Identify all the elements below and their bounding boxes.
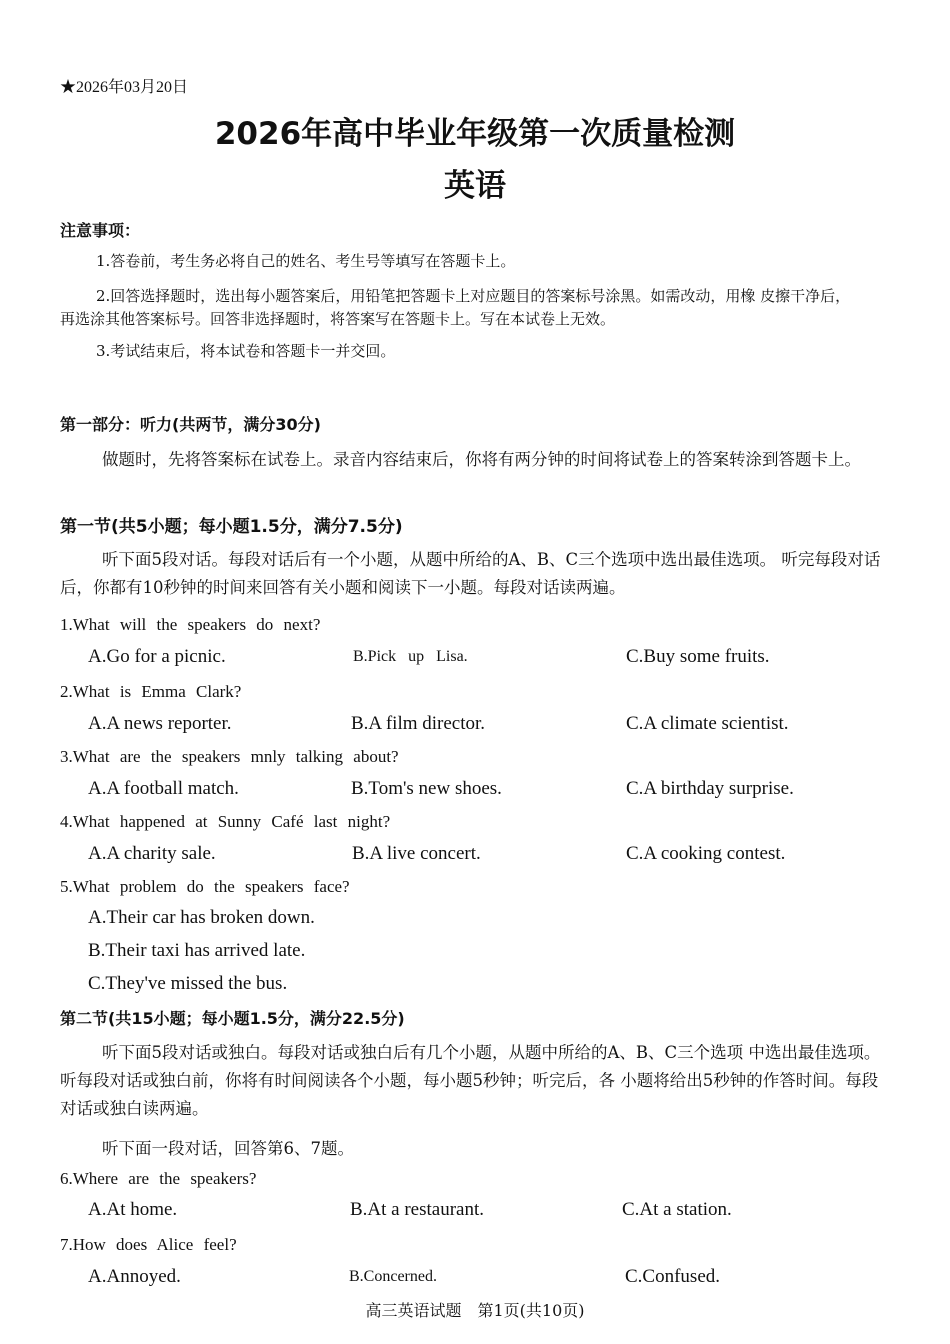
q6-option-a: A.At home. xyxy=(88,1199,178,1220)
note-item-2: 2.回答选择题时，选出每小题答案后，用铅笔把答题卡上对应题目的答案标号涂黑。如需改动，用橡 皮擦干净后，再选涂其他答案标号。回答非选择题时，将答案写在答题卡上。写在本试卷上无效。 xyxy=(60,287,851,328)
question-6: 6.Where are the speakers? xyxy=(60,1169,257,1188)
q1-option-c: C.Buy some fruits. xyxy=(626,646,770,667)
part1-intro: 做题时，先将答案标在试卷上。录音内容结束后，你将有两分钟的时间将试卷上的答案转涂到答题卡上。 xyxy=(102,450,861,469)
exam-title: 2026年高中毕业年级第一次质量检测 xyxy=(214,116,736,152)
section2-intro: 听下面5段对话或独白。每段对话或独白后有几个小题，从题中所给的A、B、C三个选项 中选出最佳选项。听每段对话或独白前，你将有时间阅读各个小题，每小题5秒钟；听完后，各 小题将给出5秒钟的作答时间。每段对话或独白读两遍。 xyxy=(60,1043,881,1118)
question-1: 1.What will the speakers do next? xyxy=(60,615,321,634)
q2-option-b: B.A film director. xyxy=(351,713,486,734)
notes-heading: 注意事项： xyxy=(60,221,141,240)
q7-option-a: A.Annoyed. xyxy=(88,1266,181,1287)
q5-option-c: C.They've missed the bus. xyxy=(88,973,288,994)
exam-date: ★2026年03月20日 xyxy=(60,79,189,96)
question-3: 3.What are the speakers mnly talking about? xyxy=(60,747,399,766)
section1-intro: 听下面5段对话。每段对话后有一个小题，从题中所给的A、B、C三个选项中选出最佳选项。 听完每段对话后，你都有10秒钟的时间来回答有关小题和阅读下一小题。每段对话读两遍。 xyxy=(60,550,881,597)
q6-option-c: C.At a station. xyxy=(622,1199,732,1220)
question-4: 4.What happened at Sunny Café last night? xyxy=(60,812,391,831)
question-5: 5.What problem do the speakers face? xyxy=(60,877,350,896)
section1-heading: 第一节(共5小题；每小题1.5分，满分7.5分) xyxy=(60,517,403,537)
q2-option-c: C.A climate scientist. xyxy=(626,713,789,734)
q4-option-b: B.A live concert. xyxy=(352,843,481,864)
note-item-3: 3.考试结束后，将本试卷和答题卡一并交回。 xyxy=(96,342,396,360)
q3-option-b: B.Tom's new shoes. xyxy=(351,778,502,799)
q4-option-a: A.A charity sale. xyxy=(88,843,216,864)
q1-option-a: A.Go for a picnic. xyxy=(88,646,226,667)
q7-option-c: C.Confused. xyxy=(625,1266,720,1287)
note-item-1: 1.答卷前，考生务必将自己的姓名、考生号等填写在答题卡上。 xyxy=(96,252,516,270)
q7-option-b: B.Concerned. xyxy=(349,1268,437,1285)
q1-option-b: B.Pick up Lisa. xyxy=(353,648,468,665)
exam-subject: 英语 xyxy=(444,168,506,204)
q4-option-c: C.A cooking contest. xyxy=(626,843,786,864)
q3-option-a: A.A football match. xyxy=(88,778,239,799)
page-footer: 高三英语试题 第1页(共10页) xyxy=(365,1301,585,1320)
section2-heading: 第二节(共15小题；每小题1.5分，满分22.5分) xyxy=(60,1009,405,1028)
q3-option-c: C.A birthday surprise. xyxy=(626,778,794,799)
question-7: 7.How does Alice feel? xyxy=(60,1235,237,1254)
q5-option-b: B.Their taxi has arrived late. xyxy=(88,940,306,961)
q5-option-a: A.Their car has broken down. xyxy=(88,907,315,928)
question-2: 2.What is Emma Clark? xyxy=(60,682,242,701)
q2-option-a: A.A news reporter. xyxy=(88,713,232,734)
part1-heading: 第一部分：听力(共两节，满分30分) xyxy=(60,415,321,434)
dialogue-intro: 听下面一段对话，回答第6、7题。 xyxy=(102,1139,354,1158)
q6-option-b: B.At a restaurant. xyxy=(350,1199,485,1220)
